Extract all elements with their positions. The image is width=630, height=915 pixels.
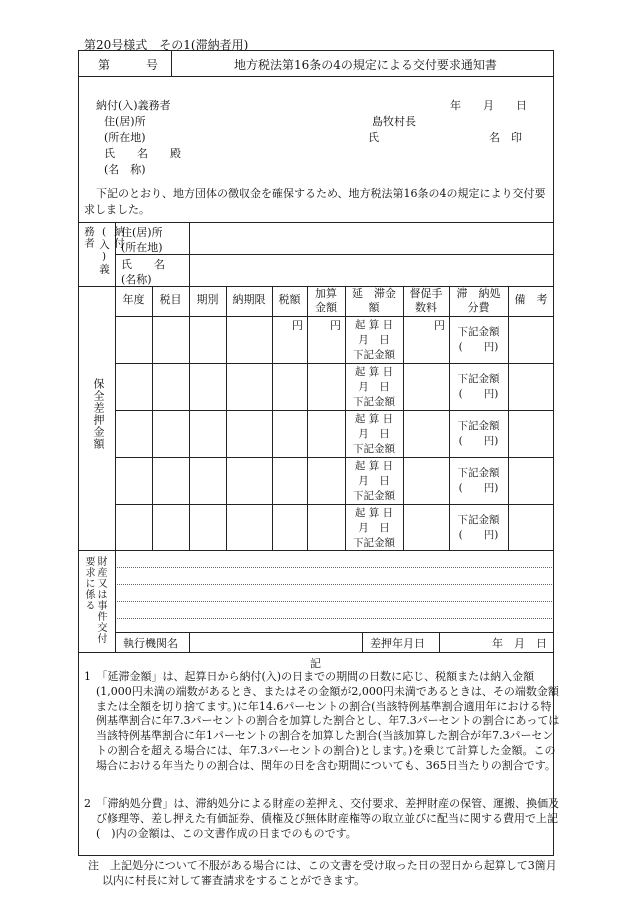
delay-amount-label: 月 日 (358, 381, 390, 393)
issuer-name-seal: 氏 名 印 (368, 131, 522, 144)
seizure-date-label: 差押年月日 (370, 637, 425, 650)
document-title: 地方税法第16条の4の規定による交付要求通知書 (234, 58, 497, 72)
disposal-amount-label: ( 円) (458, 388, 499, 400)
delay-amount-label: 月 日 (358, 428, 390, 440)
delay-amount-label: 起 算 日 (354, 460, 394, 472)
column-header: 督促手数料 (409, 287, 443, 314)
issue-date: 年 月 日 (450, 99, 527, 112)
name-label: 氏 名 殿 (104, 147, 181, 160)
delay-amount-label: 月 日 (358, 334, 390, 346)
delay-amount-label: 起 算 日 (354, 413, 394, 425)
disposal-amount-label: 下記金額 (457, 514, 500, 526)
column-header: 税目 (159, 293, 182, 306)
block-location-label: (所在地) (121, 241, 163, 254)
column-header: 滞 納処分費 (456, 287, 501, 314)
column-header: 税額 (278, 293, 301, 306)
column-header: 延 滞金 額 (352, 287, 407, 314)
delay-amount-label: 起 算 日 (354, 366, 394, 378)
column-header: 期別 (196, 293, 219, 306)
disposal-amount-label: 下記金額 (457, 373, 500, 385)
column-header: 納期限 (232, 293, 266, 306)
delay-amount-label: 下記金額 (353, 490, 395, 502)
delay-amount-label: 起 算 日 (354, 507, 394, 519)
disposal-amount-label: ( 円) (458, 482, 499, 494)
location-label: (所在地) (104, 131, 146, 144)
delay-amount-label: 月 日 (358, 522, 390, 534)
intro-text: 下記のとおり、地方団体の徴収金を確保するため、地方税法第16条の4の規定により交付要求しました。 (84, 187, 546, 216)
delay-amount-label: 下記金額 (353, 443, 395, 455)
agency-label: 執行機関名 (123, 637, 178, 650)
note-item-2: 2 「滞納処分費」は、滞納処分による財産の差押え、交付要求、差押財産の保管、運搬、換価及び修理等、差し押えた有価証券、債権及び無体財産権等の取立並びに配当に関する費用で上記( )内の金額は、この文書作成の日までのものです。 (84, 797, 560, 840)
column-header: 備 考 (514, 293, 548, 306)
disposal-amount-label: 下記金額 (457, 420, 500, 432)
taxpayer-vertical-label: 納付(入)義務者 (83, 226, 125, 275)
property-vertical-label: 財産又は事件交付要求に係る (83, 556, 106, 644)
seizure-date-value: 年 月 日 (492, 637, 547, 650)
form-number: 第20号様式 その1(滞納者用) (84, 38, 249, 52)
block-name-label: 氏 名 (121, 258, 165, 271)
yen-unit: 円 (434, 319, 445, 332)
issuer: 島牧村長 (372, 115, 416, 128)
appeal-caution: 注 上記処分について不服がある場合には、この文書を受け取った日の翌日から起算して3箇月以内に村長に対して審査請求をすることができます。 (88, 859, 557, 887)
taxpayer-label: 納付(入)義務者 (96, 99, 171, 112)
disposal-amount-label: ( 円) (458, 529, 499, 541)
column-header: 加算金額 (315, 287, 337, 314)
address-label: 住(居)所 (104, 115, 146, 128)
delay-amount-label: 下記金額 (353, 537, 395, 549)
number-label: 第 号 (98, 58, 159, 72)
disposal-amount-label: ( 円) (458, 435, 499, 447)
delay-amount-label: 下記金額 (353, 349, 395, 361)
delay-amount-label: 下記金額 (353, 396, 395, 408)
delay-amount-label: 月 日 (358, 475, 390, 487)
delay-amount-label: 起 算 日 (354, 319, 394, 331)
seizure-amount-vertical-label: 保全差押金額 (92, 378, 105, 450)
note-item-1: 1 「延滞金額」は、起算日から納付(入)の日までの期間の日数に応じ、税額または納入金額(1,000円未満の端数があるとき、またはその金額が2,000円未満であるときは、その端数金額または全額を切り捨てます。)に年14.6パーセントの割合(当該特例基準割合適用年における特例基準割合に年7.3パーセントの割合を加算した割合とし、年7.3パーセントの割合にあっては当該特例基準割合に年1パーセントの割合を加算した割合(当該加算した割合が年7.3パーセントの割合を超える場合には、年7.3パーセントの割合)とします。)を乗じて計算した金額。この場合における年当たりの割合は、閏年の日を含む期間についても、365日当たりの割合です。 (84, 670, 560, 772)
disposal-amount-label: ( 円) (458, 341, 499, 353)
block-name-alt-label: (名称) (121, 273, 152, 286)
block-address-label: 住(居)所 (121, 226, 163, 239)
notes-heading: 記 (310, 657, 321, 670)
yen-unit: 円 (292, 319, 303, 332)
disposal-amount-label: 下記金額 (457, 326, 500, 338)
yen-unit: 円 (330, 319, 341, 332)
disposal-amount-label: 下記金額 (457, 467, 500, 479)
column-header: 年度 (122, 293, 145, 306)
name-alt-label: (名 称) (104, 163, 146, 176)
